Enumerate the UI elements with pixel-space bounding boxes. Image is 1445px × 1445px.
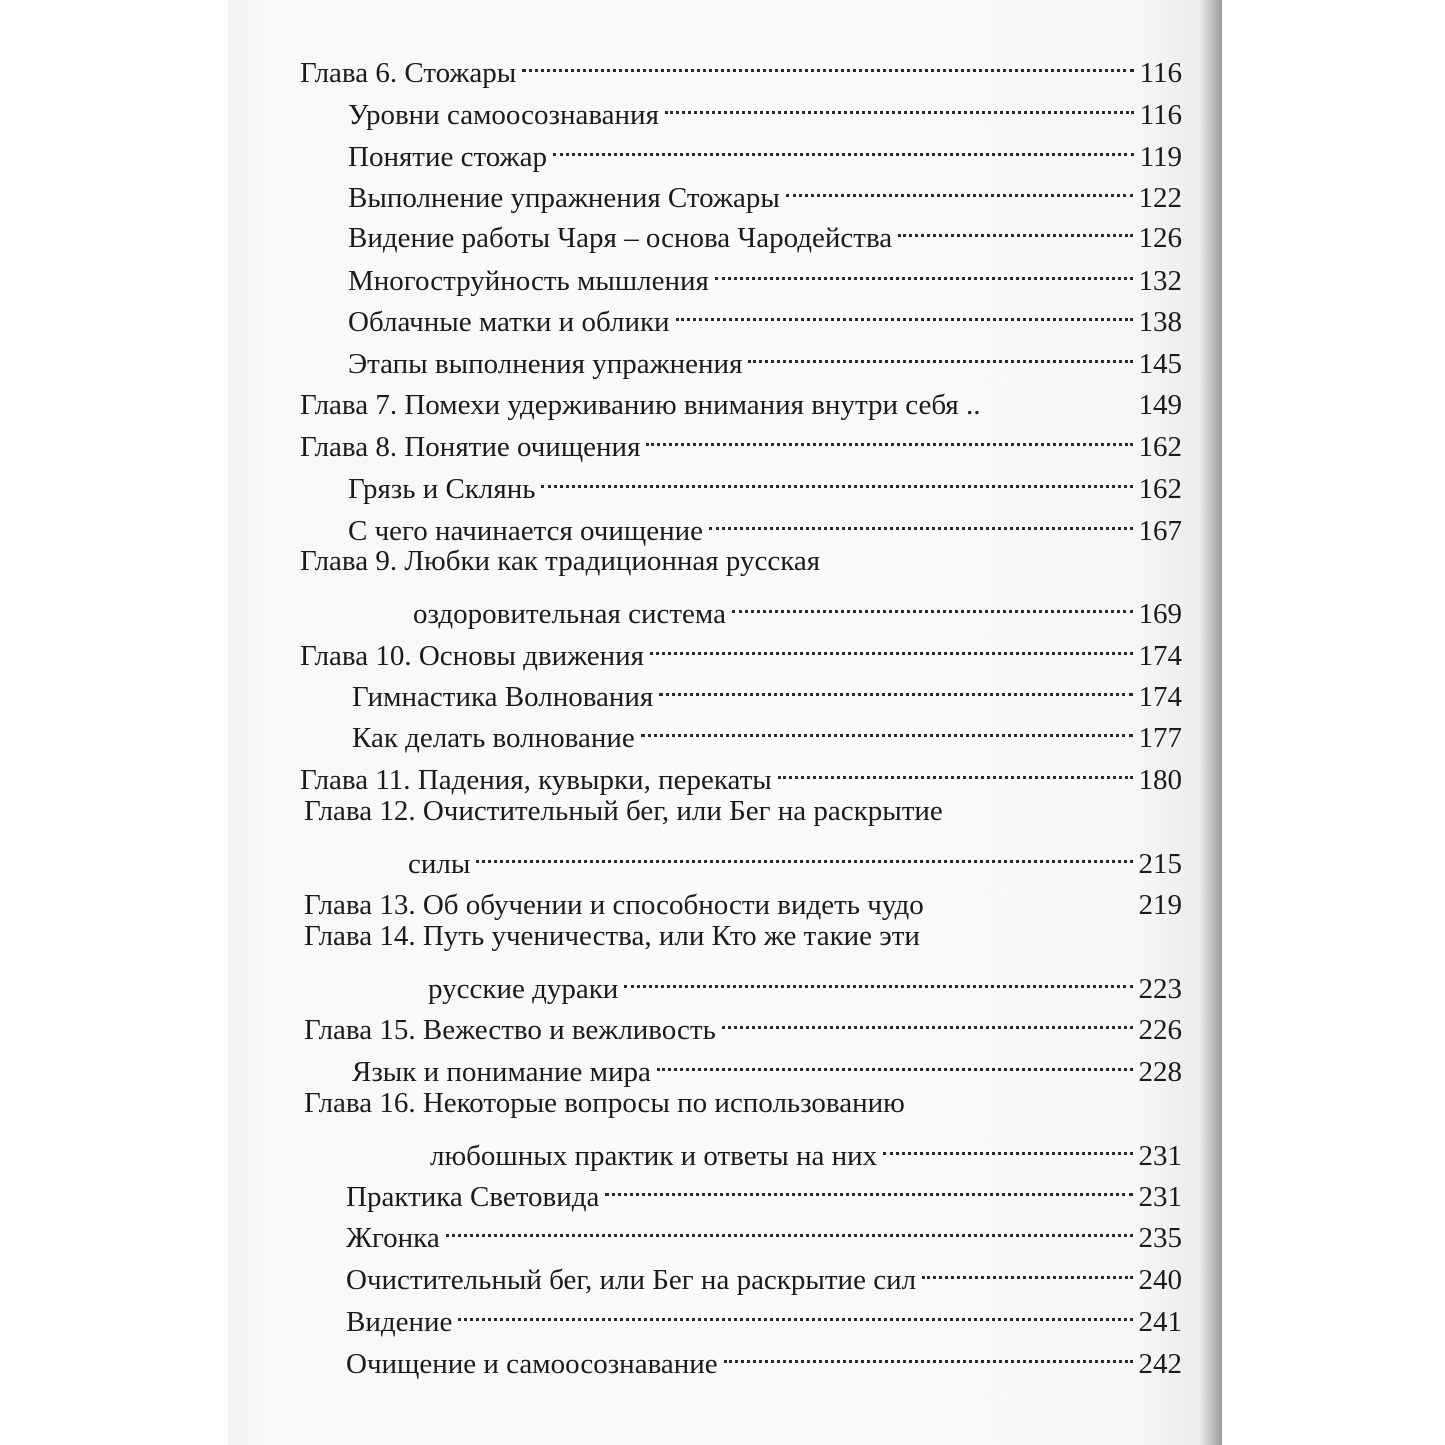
- toc-entry: [348, 458, 1182, 505]
- toc-entry-title: Глава 8. Понятие очищения: [300, 431, 641, 463]
- dot-leader: [922, 1249, 1132, 1289]
- toc-entry: [352, 1041, 1182, 1088]
- toc-entry-page: 116: [1139, 57, 1182, 89]
- dot-leader: [446, 1207, 1133, 1247]
- toc-entry-title: Глава 9. Любки как традиционная русская: [300, 545, 821, 577]
- toc-entry-title: Жгонка: [346, 1222, 440, 1254]
- toc-entry-title: русские дураки: [428, 973, 619, 1005]
- toc-entry-title: Глава 6. Стожары: [300, 57, 517, 89]
- toc-entry: [300, 749, 1182, 796]
- toc-entry-page: 149: [1138, 389, 1182, 421]
- toc-entry-page: 231: [1138, 1140, 1182, 1172]
- toc-entry-title: Грязь и Склянь: [348, 473, 536, 505]
- toc-entry-page: 174: [1138, 681, 1182, 713]
- toc-entry: [348, 207, 1182, 254]
- toc-entry-page: 162: [1138, 473, 1182, 505]
- toc-entry: [348, 291, 1182, 338]
- dot-leader: [476, 833, 1132, 873]
- toc-entry-title: Глава 7. Помехи удерживанию внимания внутри себя ..: [300, 389, 981, 421]
- toc-entry-page: 122: [1138, 182, 1182, 214]
- toc-entry-page: 228: [1138, 1056, 1182, 1088]
- toc-entry: [348, 250, 1182, 297]
- toc-entry-title: силы: [408, 848, 471, 880]
- toc-entry-page: 169: [1138, 598, 1182, 630]
- toc-entry-title: Глава 11. Падения, кувырки, перекаты: [300, 764, 772, 796]
- dot-leader: [646, 416, 1132, 456]
- toc-entry: [304, 916, 1182, 956]
- dot-leader: [722, 999, 1133, 1039]
- toc-entry-title: Понятие стожар: [348, 141, 547, 173]
- toc-entry-page: 241: [1138, 1306, 1182, 1338]
- toc-entry: [348, 500, 1182, 547]
- toc-entry-title: Очистительный бег, или Бег на раскрытие сил: [346, 1264, 917, 1296]
- toc-entry-title: Этапы выполнения упражнения: [348, 348, 743, 380]
- toc-entry-page: 116: [1139, 99, 1182, 131]
- toc-entry-page: 167: [1138, 515, 1182, 547]
- dot-leader: [732, 583, 1133, 623]
- toc-entry: [408, 833, 1182, 880]
- toc-entry-title: Глава 15. Вежество и вежливость: [304, 1014, 716, 1046]
- dot-leader: [748, 333, 1132, 373]
- toc-entry: [346, 1249, 1182, 1296]
- toc-entry-title: Уровни самоосознавания: [348, 99, 659, 131]
- toc-entry: [304, 1083, 1182, 1123]
- dot-leader: [665, 84, 1134, 124]
- toc-entry: [352, 666, 1182, 713]
- toc-entry-page: 219: [1138, 889, 1182, 921]
- toc-entry-title: Глава 13. Об обучении и способности видеть чудо: [304, 889, 924, 921]
- toc-entry-title: Как делать волнование: [352, 722, 635, 754]
- toc-entry: [348, 126, 1182, 173]
- toc-entry-page: 226: [1138, 1014, 1182, 1046]
- toc-entry: [352, 707, 1182, 754]
- toc-entry: [346, 1291, 1182, 1338]
- toc-entry: [304, 999, 1182, 1046]
- dot-leader: [553, 126, 1134, 166]
- toc-entry: [300, 42, 1182, 89]
- toc-entry-title: Видение работы Чаря – основа Чародейства: [348, 222, 893, 254]
- toc-entry: [348, 167, 1182, 214]
- toc-entry-page: 126: [1138, 222, 1182, 254]
- toc-entry-page: 162: [1138, 431, 1182, 463]
- dot-leader: [650, 625, 1133, 665]
- dot-leader: [724, 1333, 1133, 1373]
- toc-entry-title: Многоструйность мышления: [348, 265, 709, 297]
- toc-entry-title: С чего начинается очищение: [348, 515, 704, 547]
- toc-entry-title: Гимнастика Волнования: [352, 681, 654, 713]
- toc-entry-page: 180: [1138, 764, 1182, 796]
- toc-entry: [348, 84, 1182, 131]
- toc-entry-page: 240: [1138, 1264, 1182, 1296]
- dot-leader: [522, 42, 1133, 82]
- toc-entry-title: Глава 16. Некоторые вопросы по использованию: [304, 1087, 905, 1119]
- dot-leader: [641, 707, 1133, 747]
- toc-entry: [300, 541, 1182, 581]
- toc-entry-title: Глава 10. Основы движения: [300, 640, 644, 672]
- toc-entry-page: 132: [1138, 265, 1182, 297]
- dot-leader: [715, 250, 1133, 290]
- dot-leader: [605, 1166, 1132, 1206]
- toc-entry-page: 242: [1138, 1348, 1182, 1380]
- toc-entry-page: 223: [1138, 973, 1182, 1005]
- toc-entry: [300, 374, 1182, 421]
- dot-leader: [786, 167, 1133, 207]
- toc-entry-title: Глава 14. Путь ученичества, или Кто же такие эти: [304, 920, 920, 952]
- toc-entry-page: 235: [1138, 1222, 1182, 1254]
- toc-entry: [304, 791, 1182, 831]
- toc-entry: [304, 874, 1182, 921]
- dot-leader: [624, 958, 1132, 998]
- toc-entry-title: оздоровительная система: [413, 598, 726, 630]
- toc-entry-title: Видение: [346, 1306, 453, 1338]
- dot-leader: [898, 207, 1132, 247]
- toc-entry: [428, 958, 1182, 1005]
- toc-entry-page: 138: [1138, 306, 1182, 338]
- toc-entry-page: 145: [1138, 348, 1182, 380]
- toc-entry-title: Язык и понимание мира: [352, 1056, 651, 1088]
- toc-entry-title: Очищение и самоосознавание: [346, 1348, 718, 1380]
- dot-leader: [458, 1291, 1132, 1331]
- toc-entry-page: 231: [1138, 1181, 1182, 1213]
- dot-leader: [709, 500, 1132, 540]
- toc-entry-page: 177: [1138, 722, 1182, 754]
- toc-entry: [346, 1166, 1182, 1213]
- toc-entry: [346, 1333, 1182, 1380]
- toc-entry: [430, 1125, 1182, 1172]
- toc-entry-page: 119: [1139, 141, 1182, 173]
- toc-entry: [413, 583, 1182, 630]
- dot-leader: [778, 749, 1133, 789]
- toc-entry: [300, 625, 1182, 672]
- dot-leader: [657, 1041, 1133, 1081]
- dot-leader: [883, 1125, 1132, 1165]
- toc-entry-title: Выполнение упражнения Стожары: [348, 182, 780, 214]
- toc-entry-title: Глава 12. Очистительный бег, или Бег на раскрытие: [304, 795, 943, 827]
- toc-entry-page: 174: [1138, 640, 1182, 672]
- toc-entry-page: 215: [1138, 848, 1182, 880]
- toc-entry: [348, 333, 1182, 380]
- dot-leader: [676, 291, 1133, 331]
- toc-entry-title: любошных практик и ответы на них: [430, 1140, 878, 1172]
- toc-entry-title: Практика Световида: [346, 1181, 600, 1213]
- toc-entry: [346, 1207, 1182, 1254]
- dot-leader: [659, 666, 1132, 706]
- toc-entry-title: Облачные матки и облики: [348, 306, 670, 338]
- dot-leader: [541, 458, 1132, 498]
- toc-entry: [300, 416, 1182, 463]
